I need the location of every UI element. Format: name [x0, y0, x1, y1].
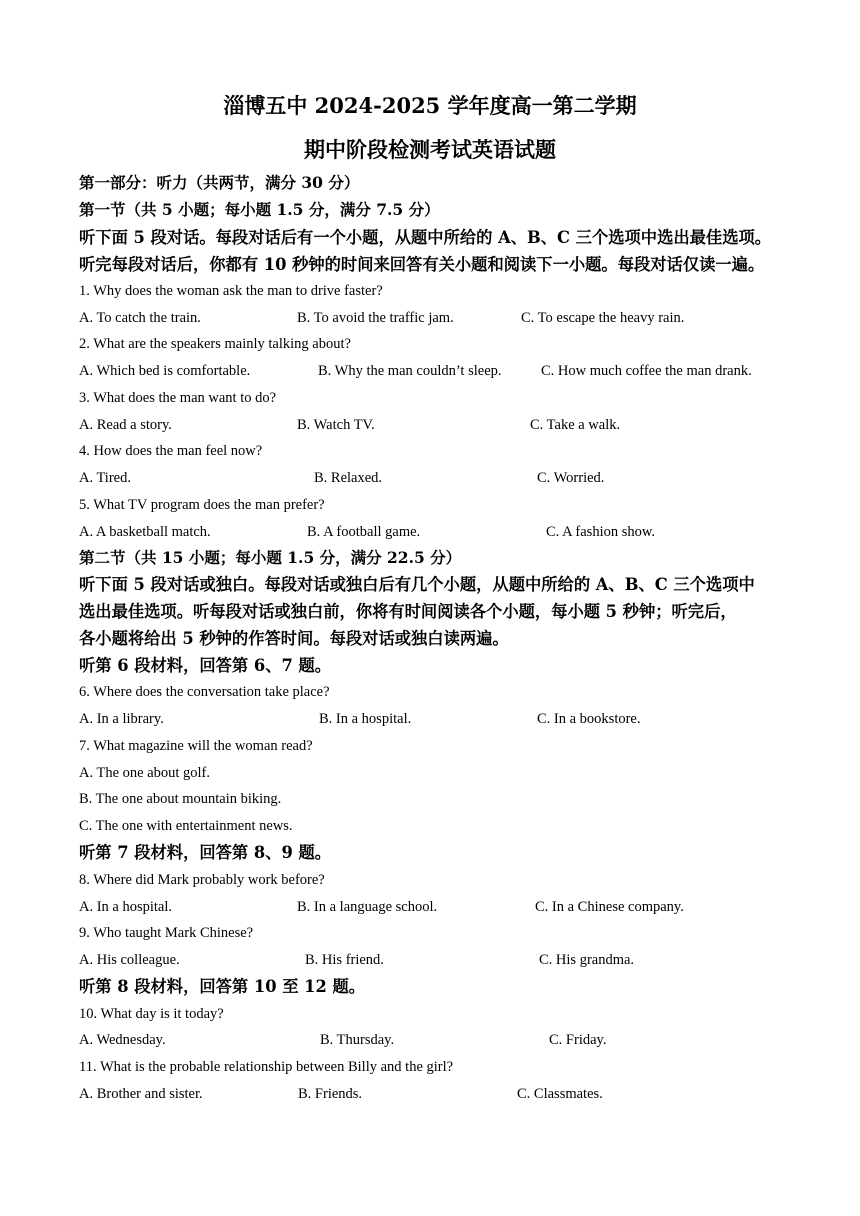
question-10-option-c: C. Friday. [549, 1032, 607, 1048]
question-4-option-b: B. Relaxed. [314, 470, 383, 486]
question-6-option-b: B. In a hospital. [319, 711, 412, 727]
question-2: 2. What are the speakers mainly talking about? [79, 336, 351, 352]
group-6-heading: 听第 6 段材料，回答第 6、7 题。 [79, 656, 332, 675]
question-7-option-b: B. The one about mountain biking. [79, 791, 282, 807]
question-10-option-b: B. Thursday. [320, 1032, 395, 1048]
question-9-option-c: C. His grandma. [539, 952, 635, 968]
part1-heading: 第一部分：听力（共两节，满分 30 分） [79, 173, 360, 192]
question-7-option-a: A. The one about golf. [79, 765, 211, 781]
question-5-option-c: C. A fashion show. [546, 524, 656, 540]
question-3-option-c: C. Take a walk. [530, 417, 621, 433]
section1-instruction-line2: 听完每段对话后，你都有 10 秒钟的时间来回答有关小题和阅读下一小题。每段对话仅读一遍。 [79, 255, 765, 274]
question-11-option-b: B. Friends. [298, 1086, 363, 1102]
question-4-option-a: A. Tired. [79, 470, 131, 486]
question-5-option-a: A. A basketball match. [79, 524, 211, 540]
question-8-option-c: C. In a Chinese company. [535, 899, 684, 915]
question-6-option-c: C. In a bookstore. [537, 711, 641, 727]
question-7: 7. What magazine will the woman read? [79, 738, 313, 754]
question-9: 9. Who taught Mark Chinese? [79, 925, 254, 941]
question-8: 8. Where did Mark probably work before? [79, 872, 325, 888]
question-1-option-c: C. To escape the heavy rain. [521, 310, 685, 326]
question-3: 3. What does the man want to do? [79, 390, 277, 406]
section2-heading: 第二节（共 15 小题；每小题 1.5 分，满分 22.5 分） [79, 548, 462, 567]
question-2-option-b: B. Why the man couldn’t sleep. [318, 363, 502, 379]
section2-instruction-line3: 各小题将给出 5 秒钟的作答时间。每段对话或独白读两遍。 [79, 629, 509, 648]
question-5: 5. What TV program does the man prefer? [79, 497, 325, 513]
question-8-option-a: A. In a hospital. [79, 899, 173, 915]
question-1-option-b: B. To avoid the traffic jam. [297, 310, 454, 326]
question-2-option-a: A. Which bed is comfortable. [79, 363, 251, 379]
question-11-option-c: C. Classmates. [517, 1086, 603, 1102]
section1-instruction-line1: 听下面 5 段对话。每段对话后有一个小题，从题中所给的 A、B、C 三个选项中选出最佳选项。 [79, 228, 772, 247]
section1-heading: 第一节（共 5 小题；每小题 1.5 分，满分 7.5 分） [79, 200, 440, 219]
question-7-option-c: C. The one with entertainment news. [79, 818, 293, 834]
question-3-option-a: A. Read a story. [79, 417, 172, 433]
question-9-option-b: B. His friend. [305, 952, 384, 968]
exam-title-line1: 淄博五中 2024-2025 学年度高一第二学期 [223, 93, 637, 118]
question-10-option-a: A. Wednesday. [79, 1032, 166, 1048]
exam-title-line2: 期中阶段检测考试英语试题 [304, 137, 556, 162]
question-1-option-a: A. To catch the train. [79, 310, 201, 326]
question-9-option-a: A. His colleague. [79, 952, 180, 968]
question-4: 4. How does the man feel now? [79, 443, 263, 459]
question-11-option-a: A. Brother and sister. [79, 1086, 203, 1102]
section2-instruction-line1: 听下面 5 段对话或独白。每段对话或独白后有几个小题，从题中所给的 A、B、C 三个选项中 [79, 575, 755, 594]
question-10: 10. What day is it today? [79, 1006, 224, 1022]
question-5-option-b: B. A football game. [307, 524, 421, 540]
group-8-heading: 听第 8 段材料，回答第 10 至 12 题。 [79, 977, 366, 996]
question-3-option-b: B. Watch TV. [297, 417, 375, 433]
question-1: 1. Why does the woman ask the man to drive faster? [79, 283, 383, 299]
question-6-option-a: A. In a library. [79, 711, 164, 727]
question-11: 11. What is the probable relationship between Billy and the girl? [79, 1059, 454, 1075]
question-4-option-c: C. Worried. [537, 470, 605, 486]
group-7-heading: 听第 7 段材料，回答第 8、9 题。 [79, 843, 332, 862]
question-6: 6. Where does the conversation take place? [79, 684, 330, 700]
question-2-option-c: C. How much coffee the man drank. [541, 363, 752, 379]
section2-instruction-line2: 选出最佳选项。听每段对话或独白前，你将有时间阅读各个小题，每小题 5 秒钟；听完后， [79, 602, 737, 621]
question-8-option-b: B. In a language school. [297, 899, 438, 915]
